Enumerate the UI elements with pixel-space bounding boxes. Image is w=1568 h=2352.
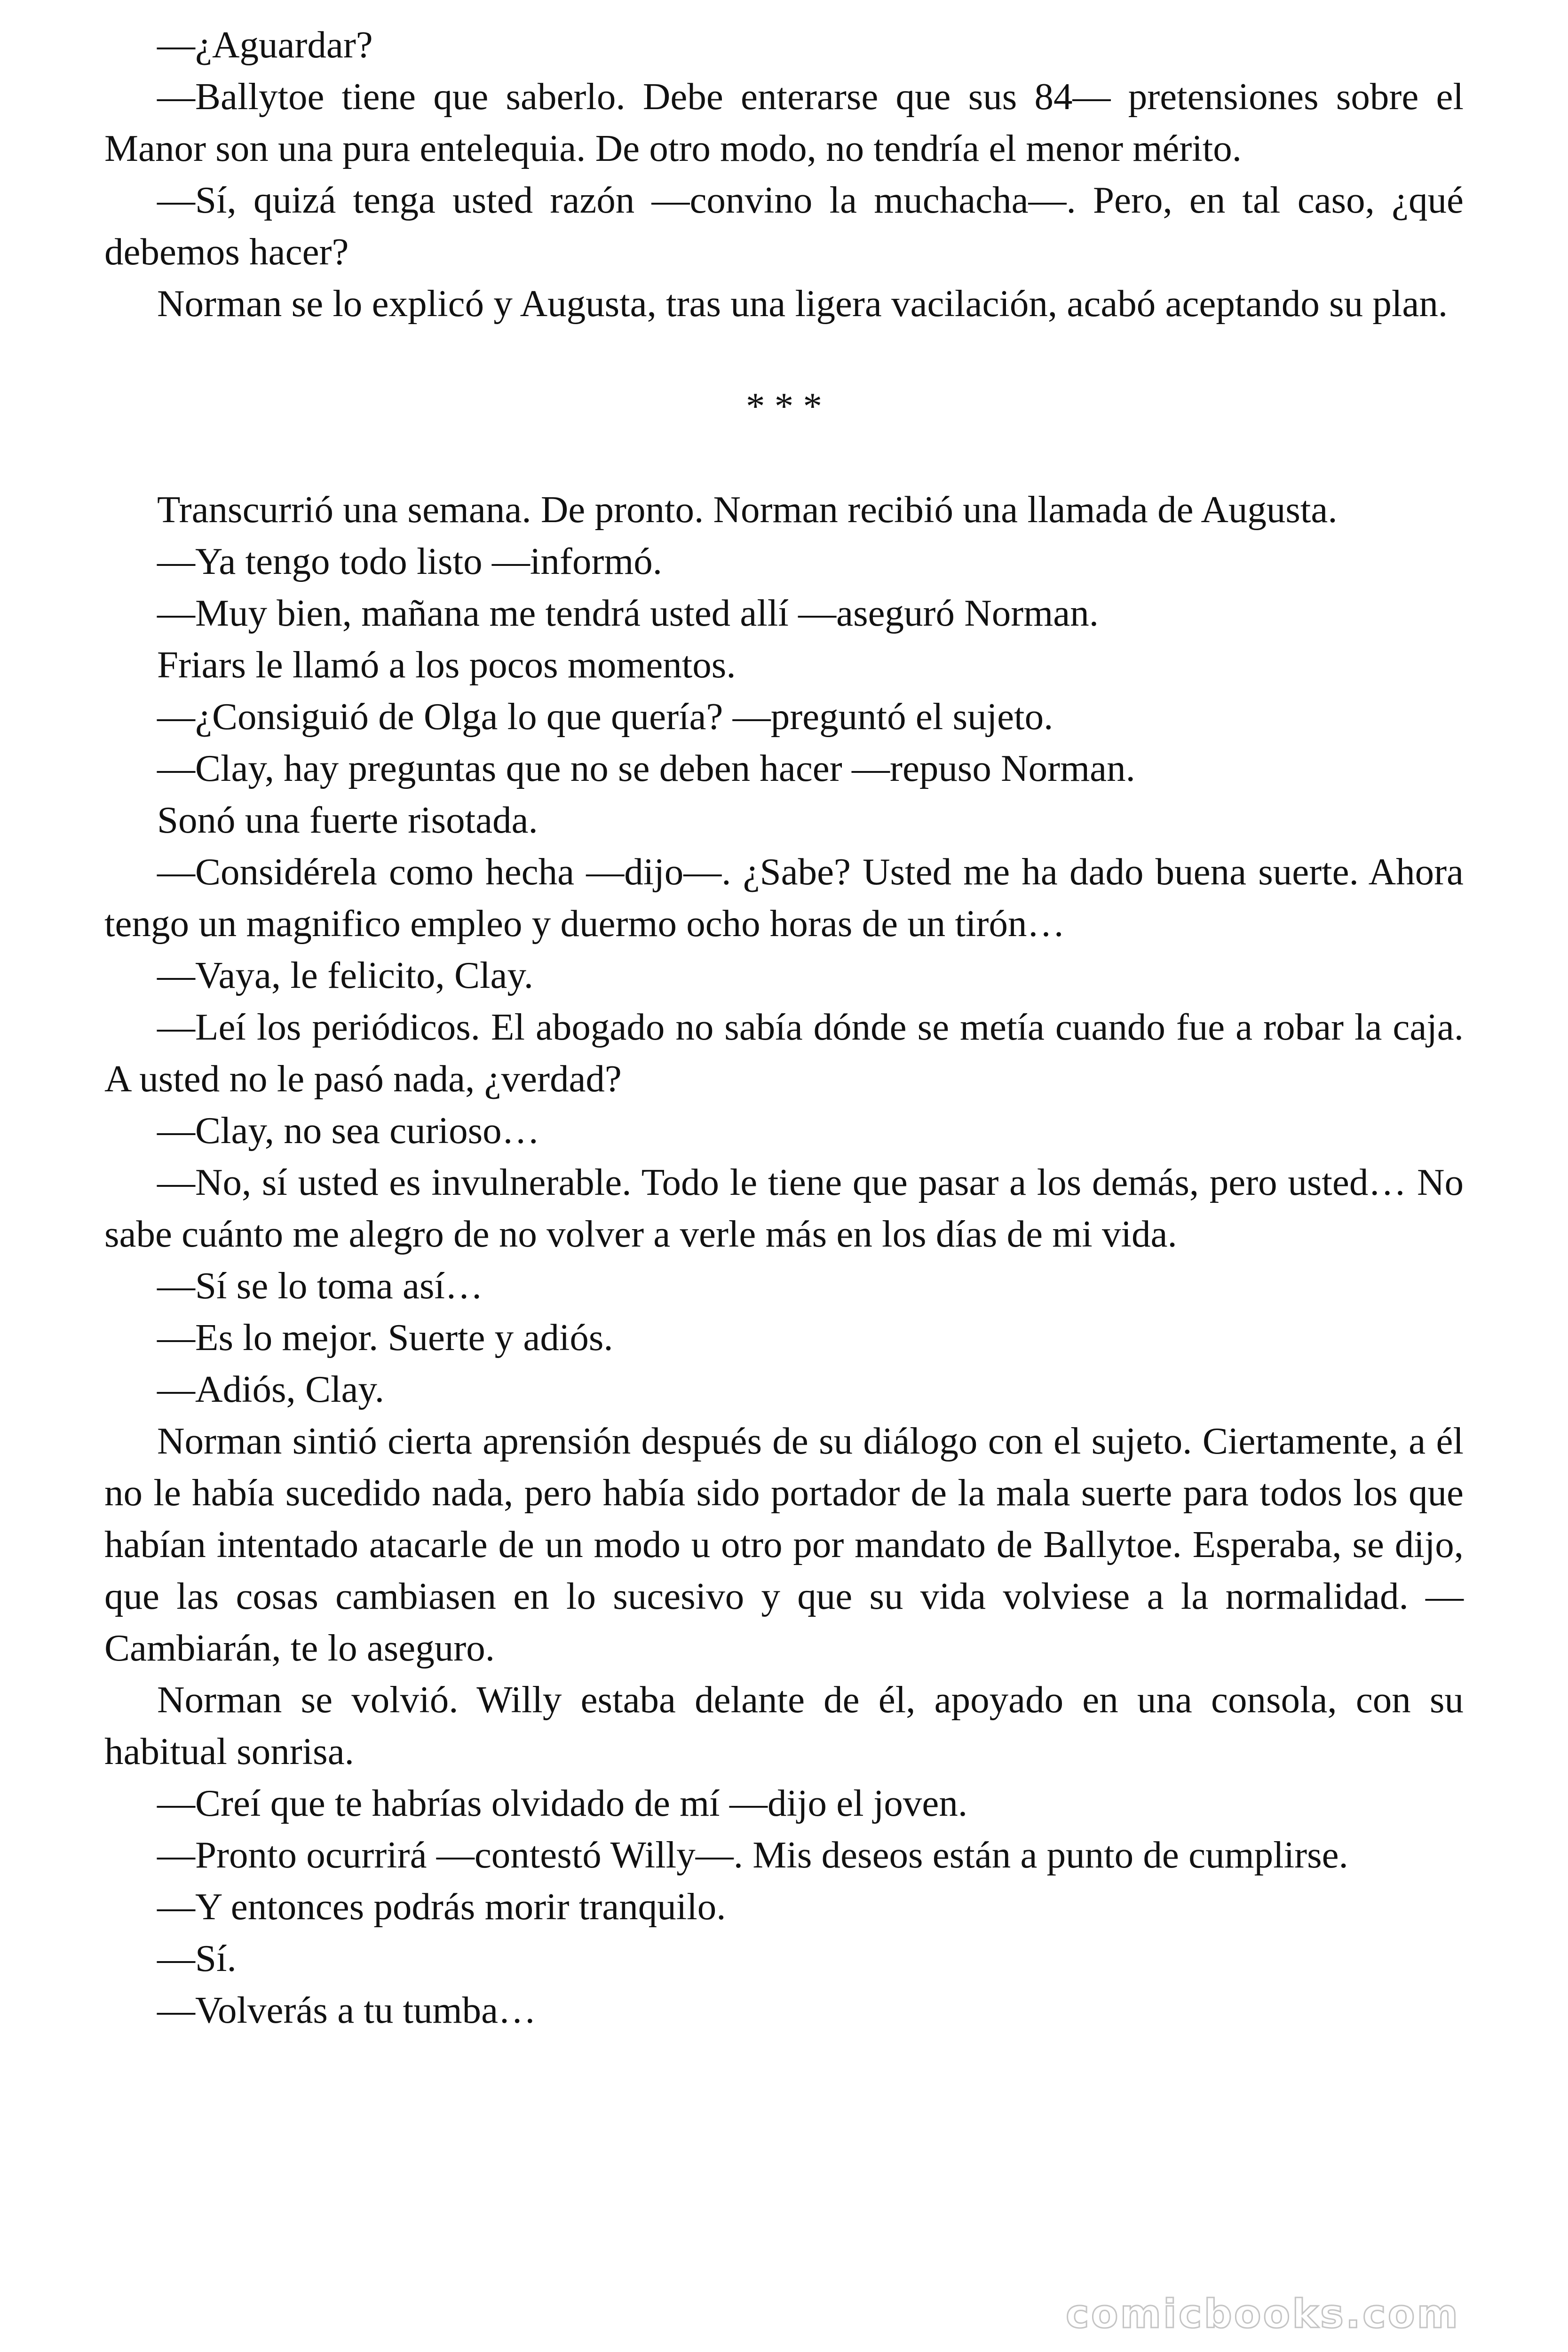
paragraph: Norman sintió cierta aprensión después de su diálogo con el sujeto. Ciertamente, a él no le había sucedido nada, pero había sido portador de la mala suerte para todos los que habían intentado atacarle de un modo u otro por mandato de Ballytoe. Esperaba, se dijo, que las cosas cambiasen en lo sucesivo y que su vida volviese a la normalidad. —Cambiarán, te lo aseguro. [104,1420,1464,1669]
paragraph: —Es lo mejor. Suerte y adiós. [157,1316,613,1359]
paragraph: Norman se lo explicó y Augusta, tras una ligera vacilación, acabó aceptando su plan. [157,282,1448,325]
paragraph: —No, sí usted es invulnerable. Todo le tiene que pasar a los demás, pero usted… No sabe cuánto me alegro de no volver a verle más en los días de mi vida. [104,1161,1464,1255]
paragraph: —Creí que te habrías olvidado de mí —dijo el joven. [157,1782,968,1824]
paragraph: —Adiós, Clay. [157,1368,384,1410]
paragraph: Transcurrió una semana. De pronto. Norman recibió una llamada de Augusta. [157,488,1338,531]
paragraph: —Clay, hay preguntas que no se deben hacer —repuso Norman. [157,747,1135,789]
paragraph: —Pronto ocurrirá —contestó Willy—. Mis deseos están a punto de cumplirse. [157,1834,1348,1876]
paragraph: —¿Aguardar? [157,24,373,66]
paragraph: —Clay, no sea curioso… [157,1109,540,1152]
paragraph: —Volverás a tu tumba… [157,1989,537,2031]
paragraph: Norman se volvió. Willy estaba delante de él, apoyado en una consola, con su habitual sonrisa. [104,1678,1464,1772]
paragraph: —Vaya, le felicito, Clay. [157,954,533,996]
paragraph: —¿Consiguió de Olga lo que quería? —preguntó el sujeto. [157,695,1053,738]
scene-separator: * * * [746,385,822,427]
watermark: comicbooks.com [1066,2291,1460,2337]
paragraph: —Ballytoe tiene que saberlo. Debe enterarse que sus 84— pretensiones sobre el Manor son una pura entelequia. De otro modo, no tendría el menor mérito. [104,75,1464,169]
paragraph: —Sí se lo toma así… [157,1264,483,1307]
paragraph: Friars le llamó a los pocos momentos. [157,644,736,686]
paragraph: —Considérela como hecha —dijo—. ¿Sabe? Usted me ha dado buena suerte. Ahora tengo un magnifico empleo y duermo ocho horas de un tirón… [104,850,1464,945]
paragraph: —Muy bien, mañana me tendrá usted allí —aseguró Norman. [157,592,1099,634]
book-page [104,19,1464,2036]
paragraph: —Y entonces podrás morir tranquilo. [157,1885,726,1928]
paragraph: —Sí. [157,1937,237,1979]
paragraph: —Leí los periódicos. El abogado no sabía dónde se metía cuando fue a robar la caja. A usted no le pasó nada, ¿verdad? [104,1006,1464,1100]
paragraph: —Sí, quizá tenga usted razón —convino la muchacha—. Pero, en tal caso, ¿qué debemos hacer? [104,179,1464,273]
paragraph: —Ya tengo todo listo —informó. [157,540,663,582]
paragraph: Sonó una fuerte risotada. [157,799,538,841]
